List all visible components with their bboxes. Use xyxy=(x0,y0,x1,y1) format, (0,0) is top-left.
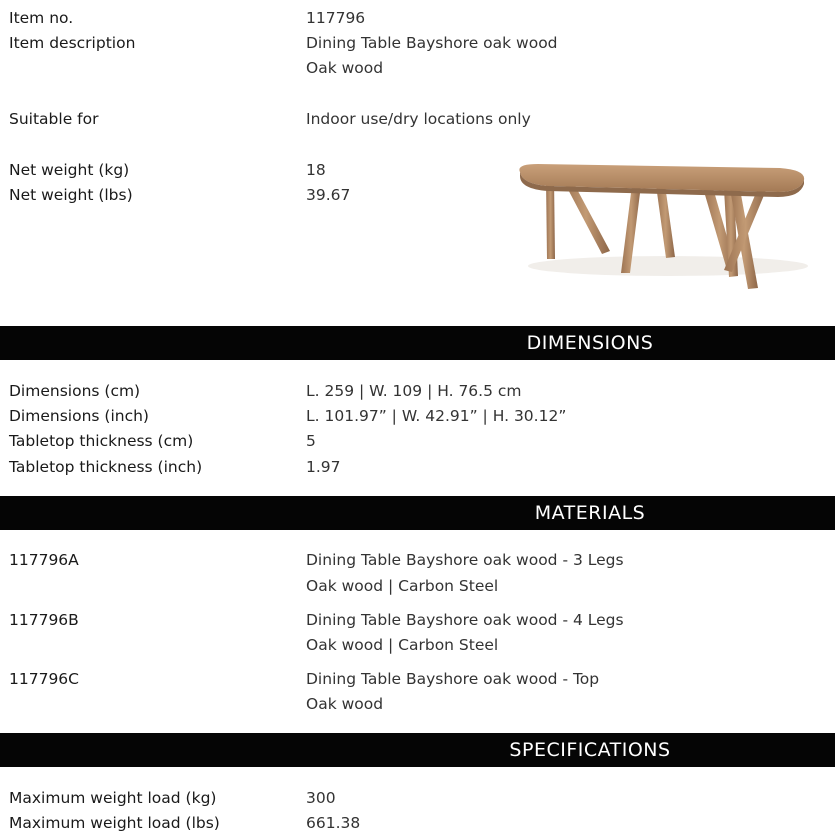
tabletop-thickness-cm-value: 5 xyxy=(306,432,316,450)
max-weight-kg-value: 300 xyxy=(306,789,336,807)
dimensions-header xyxy=(0,326,835,360)
material-item-c-code: 117796C xyxy=(9,670,79,688)
dimensions-inch-label: Dimensions (inch) xyxy=(9,407,149,425)
material-item-c-material: Oak wood xyxy=(306,695,384,713)
max-weight-lbs-value: 661.38 xyxy=(306,814,361,832)
dimensions-heading: DIMENSIONS xyxy=(526,332,654,354)
material-item-a-name: Dining Table Bayshore oak wood - 3 Legs xyxy=(306,551,624,569)
materials-header xyxy=(0,496,835,530)
material-item-b-material: Oak wood | Carbon Steel xyxy=(306,636,499,654)
item-no-label: Item no. xyxy=(9,9,74,27)
suitable-for-label: Suitable for xyxy=(9,110,99,128)
dimensions-inch-value: L. 101.97” | W. 42.91” | H. 30.12” xyxy=(306,407,567,425)
net-weight-kg-label: Net weight (kg) xyxy=(9,161,130,179)
item-description-value: Dining Table Bayshore oak wood xyxy=(306,34,558,52)
item-no-value: 117796 xyxy=(306,9,366,27)
material-item-a-code: 117796A xyxy=(9,551,79,569)
net-weight-kg-value: 18 xyxy=(306,161,326,179)
tabletop-thickness-inch-value: 1.97 xyxy=(306,458,341,476)
tabletop-thickness-inch-label: Tabletop thickness (inch) xyxy=(9,458,203,476)
material-item-b-name: Dining Table Bayshore oak wood - 4 Legs xyxy=(306,611,624,629)
material-item-c-name: Dining Table Bayshore oak wood - Top xyxy=(306,670,600,688)
specifications-header xyxy=(0,733,835,767)
max-weight-lbs-label: Maximum weight load (lbs) xyxy=(9,814,220,832)
suitable-for-value: Indoor use/dry locations only xyxy=(306,110,531,128)
dimensions-cm-label: Dimensions (cm) xyxy=(9,382,141,400)
material-item-b-code: 117796B xyxy=(9,611,79,629)
tabletop-thickness-cm-label: Tabletop thickness (cm) xyxy=(9,432,194,450)
table-product-image xyxy=(508,148,813,308)
material-item-a-material: Oak wood | Carbon Steel xyxy=(306,577,499,595)
item-description-label: Item description xyxy=(9,34,136,52)
max-weight-kg-label: Maximum weight load (kg) xyxy=(9,789,217,807)
specifications-heading: SPECIFICATIONS xyxy=(509,739,671,761)
net-weight-lbs-value: 39.67 xyxy=(306,186,351,204)
dimensions-cm-value: L. 259 | W. 109 | H. 76.5 cm xyxy=(306,382,522,400)
materials-heading: MATERIALS xyxy=(534,502,646,524)
net-weight-lbs-label: Net weight (lbs) xyxy=(9,186,133,204)
item-description-material: Oak wood xyxy=(306,59,384,77)
